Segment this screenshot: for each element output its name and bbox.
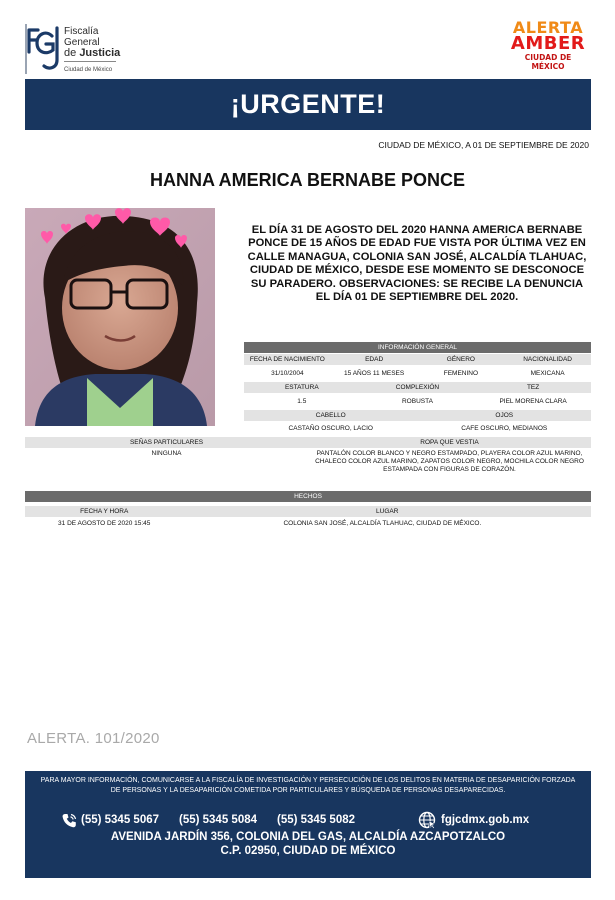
value-fecha-nacimiento: 31/10/2004 (271, 370, 304, 377)
phone-icon (61, 813, 77, 829)
info-headers-row-1 (244, 354, 591, 365)
header-estatura: ESTATURA (284, 384, 319, 391)
logo-line-general: General (64, 37, 100, 48)
info-headers-row-3 (244, 410, 591, 421)
value-ojos: CAFE OSCURO, MEDIANOS (461, 425, 548, 432)
address-line-2: C.P. 02950, CIUDAD DE MÉXICO (220, 845, 396, 857)
fgj-logo-icon (25, 24, 61, 74)
details-headers-row (25, 437, 591, 448)
hechos-values-row (25, 518, 591, 529)
header-complexion: COMPLEXIÓN (395, 384, 440, 391)
hechos-section-title: HECHOS (25, 491, 591, 502)
alerta-amber-logo (507, 20, 589, 71)
header-ropa: ROPA QUE VESTIA (420, 439, 479, 446)
logo-line-justicia-bold: Justicia (79, 47, 121, 59)
value-senas-particulares: NINGUNA (151, 450, 182, 457)
amber-alerta: ALERTA (512, 18, 584, 37)
missing-person-photo (25, 208, 215, 426)
phone-2[interactable]: (55) 5345 5084 (179, 814, 258, 826)
phone-line (61, 813, 561, 829)
value-genero: FEMENINO (443, 370, 479, 377)
header (0, 0, 615, 80)
logo-line-de: de (64, 47, 77, 59)
value-lugar: COLONIA SAN JOSÉ, ALCALDÍA TLAHUAC, CIUDAD DE MÉXICO. (283, 520, 482, 527)
header-cabello: CABELLO (315, 412, 346, 419)
header-fecha-nacimiento: FECHA DE NACIMIENTO (249, 356, 325, 363)
dateline: CIUDAD DE MÉXICO, A 01 DE SEPTIEMBRE DE 2020 (378, 140, 589, 150)
phone-3[interactable]: (55) 5345 5082 (277, 814, 356, 826)
amber-cdmx: CIUDAD DE MÉXICO (524, 53, 572, 71)
header-edad: EDAD (365, 356, 384, 363)
value-ropa: PANTALÓN COLOR BLANCO Y NEGRO ESTAMPADO, PLAYERA COLOR AZUL MARINO, CHALECO COLOR AZUL MARINO, ZAPATOS COLOR NEGRO, MOCHILA COLOR NEGRO ESTAMPADA CON FIGURAS DE CORAZÓN. (315, 450, 584, 473)
info-values-row-1 (244, 368, 591, 379)
value-nacionalidad: MEXICANA (530, 370, 565, 377)
logo-divider (64, 61, 116, 62)
value-edad: 15 AÑOS 11 MESES (344, 370, 405, 377)
header-genero: GÉNERO (446, 356, 475, 363)
amber-amber: AMBER (510, 33, 586, 54)
logo-line-fiscalia: Fiscalía (64, 26, 99, 37)
header-nacionalidad: NACIONALIDAD (523, 356, 572, 363)
address-line-1: AVENIDA JARDÍN 356, COLONIA DEL GAS, ALCALDÍA AZCAPOTZALCO (110, 831, 506, 843)
info-values-row-3 (244, 423, 591, 434)
info-headers-row-2 (244, 382, 591, 393)
value-estatura: 1.5 (297, 398, 307, 405)
logo-text (64, 26, 120, 76)
value-cabello: CASTAÑO OSCURO, LACIO (288, 425, 373, 432)
footer-note: PARA MAYOR INFORMACIÓN, COMUNICARSE A LA FISCALÍA DE INVESTIGACIÓN Y PERSECUCIÓN DE LOS DELITOS EN MATERIA DE DESAPARICIÓN FORZADA DE PERSONAS Y LA DESAPARICIÓN COMETIDA POR PARTICULARES Y BÚSQUEDA DE PERSONAS DESAPARECIDAS. (40, 777, 576, 794)
header-ojos: OJOS (495, 412, 514, 419)
person-name: HANNA AMERICA BERNABE PONCE (149, 170, 465, 190)
value-fecha-hora: 31 DE AGOSTO DE 2020 15:45 (58, 520, 151, 527)
hechos-headers-row (25, 506, 591, 517)
alerta-number: ALERTA. 101/2020 (27, 730, 160, 747)
footer-contact-panel (25, 771, 591, 878)
website-link[interactable]: fgjcdmx.gob.mx (441, 814, 530, 826)
logo-line-justicia (64, 48, 120, 59)
logo-sub: Ciudad de México (64, 67, 113, 73)
header-fecha-hora: FECHA Y HORA (80, 508, 129, 515)
header-lugar: LUGAR (376, 508, 399, 515)
header-tez: TEZ (526, 384, 540, 391)
case-description: EL DÍA 31 DE AGOSTO DEL 2020 HANNA AMERICA BERNABE PONCE DE 15 AÑOS DE EDAD FUE VISTA POR ÚLTIMA VEZ EN CALLE MANAGUA, COLONIA SAN JOSÉ, ALCALDÍA TLAHUAC, CIUDAD DE MÉXICO, DESDE ESE MOMENTO SE DESCONOCE SU PARADERO. OBSERVACIONES: SE RECIBE LA DENUNCIA EL DÍA 01 DE SEPTIEMBRE DEL 2020. (247, 224, 587, 304)
info-values-row-2 (244, 396, 591, 407)
web-icon (418, 811, 436, 829)
value-complexion: ROBUSTA (401, 398, 433, 405)
phone-1[interactable]: (55) 5345 5067 (81, 814, 160, 826)
info-section-title: INFORMACIÓN GENERAL (244, 342, 591, 353)
value-tez: PIEL MORENA CLARA (499, 398, 567, 405)
urgent-banner: ¡URGENTE! (25, 79, 591, 130)
header-senas-particulares: SEÑAS PARTICULARES (129, 439, 204, 446)
